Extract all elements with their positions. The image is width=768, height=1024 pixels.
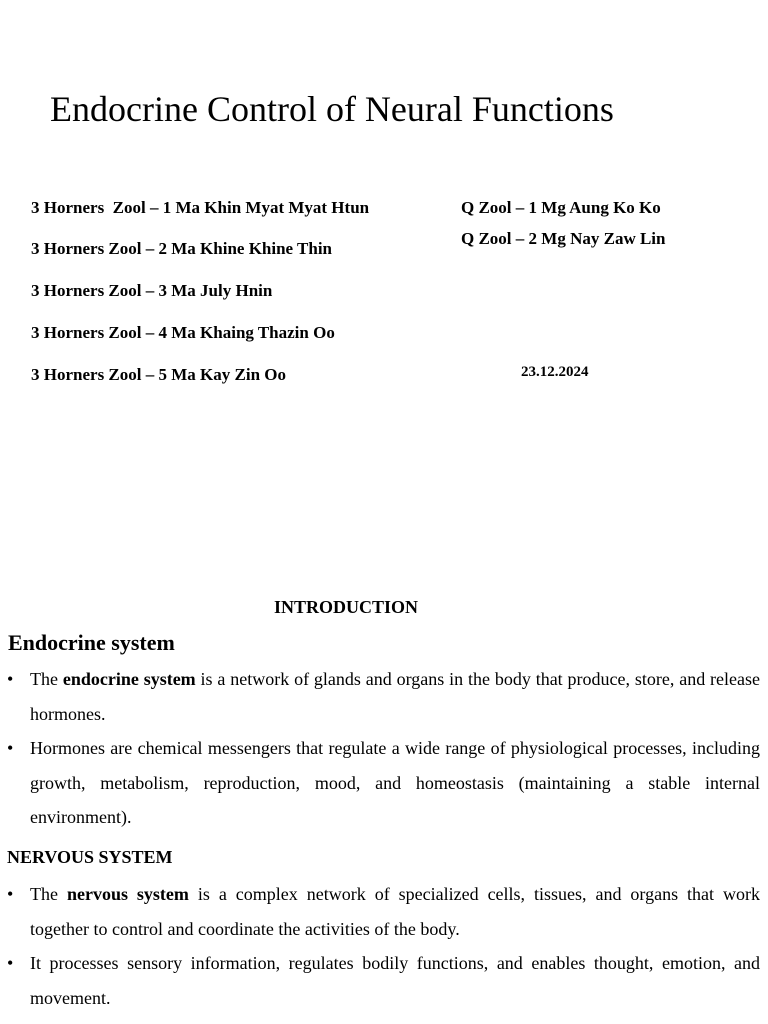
member-left-1: 3 Horners Zool – 1 Ma Khin Myat Myat Htun: [31, 198, 370, 217]
introduction-heading: INTRODUCTION: [274, 597, 419, 617]
bullet-text: The nervous system is a complex network of specialized cells, tissues, and organs that work together to control and coordinate the activities of the body.: [30, 884, 761, 939]
date: 23.12.2024: [521, 364, 589, 380]
member-left-2: 3 Horners Zool – 2 Ma Khine Khine Thin: [31, 239, 333, 258]
endocrine-bullet-1: [0, 662, 760, 731]
bold-term: nervous system: [66, 884, 189, 904]
bullet-text: The endocrine system is a network of glands and organs in the body that produce, store, and release hormones.: [30, 669, 761, 724]
bullet-text: It processes sensory information, regulates bodily functions, and enables thought, emotion, and movement.: [30, 953, 760, 1008]
member-left-4: 3 Horners Zool – 4 Ma Khaing Thazin Oo: [31, 323, 335, 342]
bold-term: endocrine system: [62, 669, 196, 689]
bullet-icon: •: [7, 953, 14, 973]
member-left-5: 3 Horners Zool – 5 Ma Kay Zin Oo: [31, 365, 286, 384]
bullet-icon: •: [7, 884, 14, 904]
member-left-3: 3 Horners Zool – 3 Ma July Hnin: [31, 281, 273, 300]
endocrine-system-heading: Endocrine system: [8, 630, 175, 655]
nervous-bullet-2: [0, 946, 760, 1015]
nervous-system-heading: NERVOUS SYSTEM: [7, 847, 173, 867]
page-title: Endocrine Control of Neural Functions: [50, 89, 614, 129]
bullet-text: Hormones are chemical messengers that regulate a wide range of physiological processes, including growth, metabolism, reproduction, mood, and homeostasis (maintaining a stable internal environment).: [30, 738, 760, 827]
member-right-1: Q Zool – 1 Mg Aung Ko Ko: [461, 198, 661, 217]
bullet-icon: •: [7, 738, 14, 758]
bullet-icon: •: [7, 669, 14, 689]
nervous-bullet-1: [0, 877, 760, 946]
endocrine-bullet-2: [0, 731, 760, 835]
member-right-2: Q Zool – 2 Mg Nay Zaw Lin: [461, 229, 666, 248]
